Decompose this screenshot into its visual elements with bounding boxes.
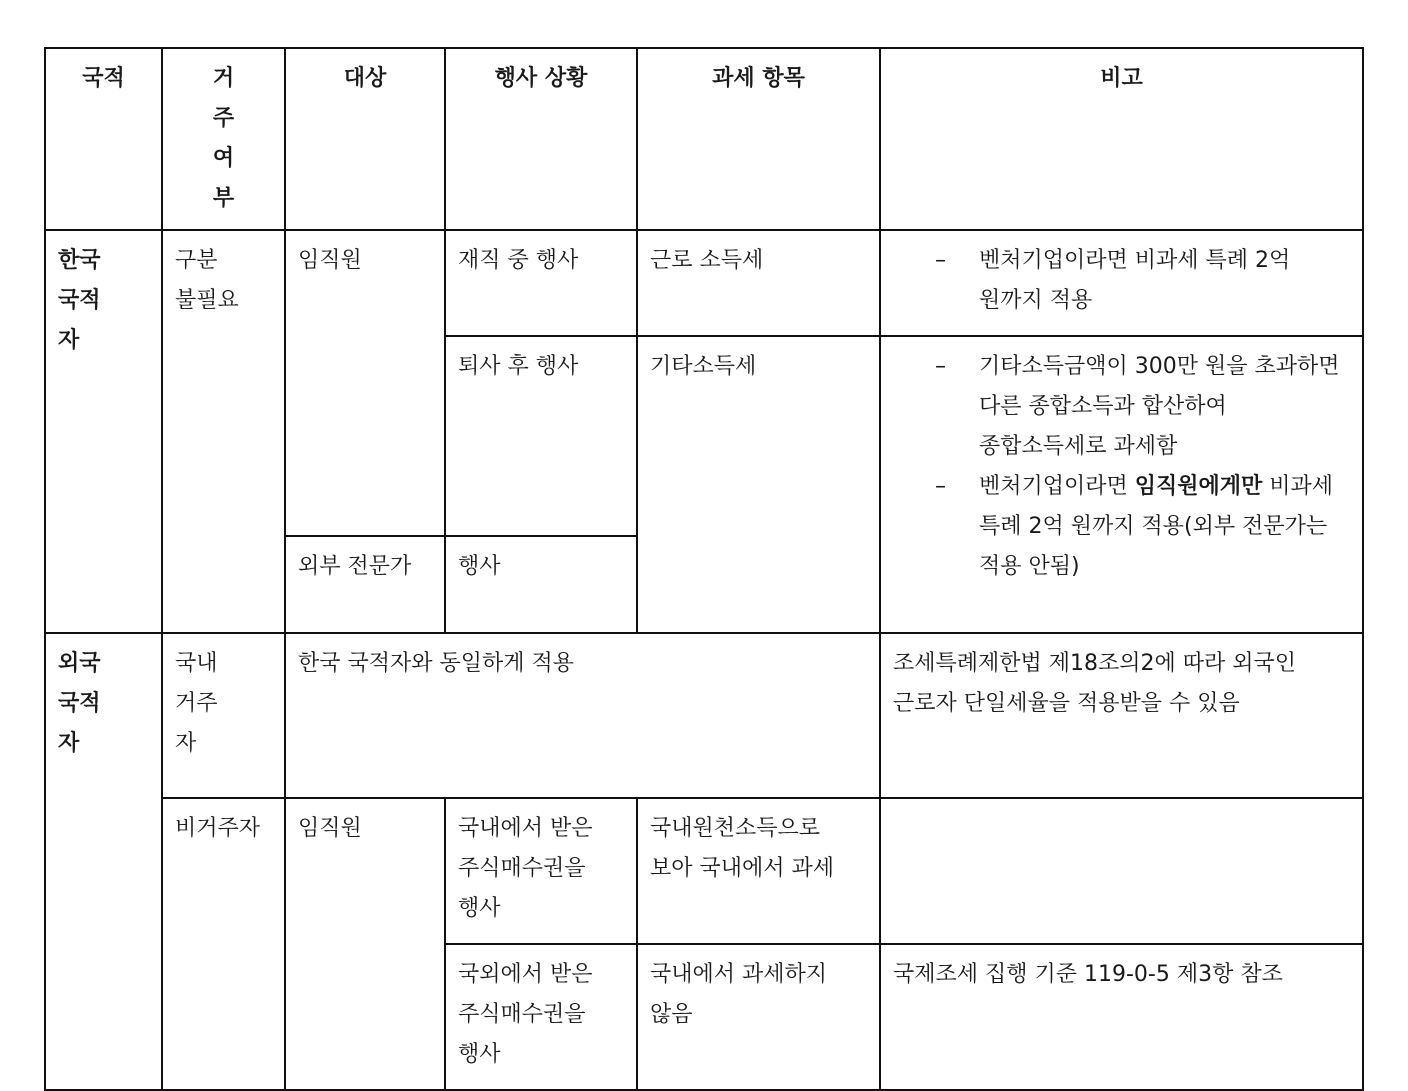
- table-row: [45, 633, 1363, 798]
- header-tax-item: 과세 항목: [637, 48, 880, 230]
- header-exercise: 행사 상황: [445, 48, 637, 230]
- remark-list: [893, 241, 1350, 321]
- cell-during-employment: 재직 중 행사: [445, 230, 637, 336]
- cell-domestic-remark: [880, 798, 1363, 944]
- header-row: [45, 48, 1363, 230]
- cell-after-retirement: 퇴사 후 행사: [445, 336, 637, 536]
- remark-item: – 벤처기업이라면 비과세 특례 2억 원까지 적용: [979, 241, 1350, 321]
- cell-earned-income-tax: 근로 소득세: [637, 230, 880, 336]
- stock-option-tax-table: [44, 47, 1364, 1091]
- remark-text: 비과세 특례 2억 원까지 적용(외부 전문가는 적용 안됨): [979, 474, 1334, 579]
- cell-korean-nationality: 한국 국적자: [45, 230, 162, 633]
- cell-non-resident: 비거주자: [162, 798, 285, 1090]
- header-nationality: 국적: [45, 48, 162, 230]
- remark-list: [893, 347, 1346, 587]
- cell-overseas-tax: 국내에서 과세하지 않음: [637, 944, 880, 1090]
- table-row: [45, 798, 1363, 944]
- header-remarks: 비고: [880, 48, 1363, 230]
- header-target: 대상: [285, 48, 445, 230]
- remark-item: – 기타소득금액이 300만 원을 초과하면 다른 종합소득과 합산하여 종합소득세로 과세함: [979, 347, 1346, 467]
- table-row: [45, 230, 1363, 336]
- cell-foreign-resident: 국내 거주자: [162, 633, 285, 798]
- cell-foreign-nationality: 외국 국적자: [45, 633, 162, 1090]
- cell-remark-venture: [880, 230, 1363, 336]
- cell-external-expert: 외부 전문가: [285, 536, 445, 633]
- cell-other-income-tax: 기타소득세: [637, 336, 880, 633]
- cell-korean-employee: 임직원: [285, 230, 445, 536]
- cell-exercise: 행사: [445, 536, 637, 633]
- remark-emphasis: 임직원에게만: [1134, 474, 1263, 499]
- remark-item: [979, 467, 1346, 587]
- cell-foreign-employee: 임직원: [285, 798, 445, 1090]
- cell-overseas-option: 국외에서 받은 주식매수권을 행사: [445, 944, 637, 1090]
- cell-resident-remark: 조세특례제한법 제18조의2에 따라 외국인 근로자 단일세율을 적용받을 수 있음: [880, 633, 1363, 798]
- cell-domestic-option: 국내에서 받은 주식매수권을 행사: [445, 798, 637, 944]
- remark-text: 벤처기업이라면: [979, 474, 1135, 499]
- cell-domestic-tax: 국내원천소득으로 보아 국내에서 과세: [637, 798, 880, 944]
- cell-remark-other-income: [880, 336, 1363, 633]
- cell-overseas-remark: 국제조세 집행 기준 119-0-5 제3항 참조: [880, 944, 1363, 1090]
- header-residency: 거주 여부: [162, 48, 285, 230]
- cell-same-as-korean: 한국 국적자와 동일하게 적용: [285, 633, 880, 798]
- cell-korean-residency: 구분 불필요: [162, 230, 285, 633]
